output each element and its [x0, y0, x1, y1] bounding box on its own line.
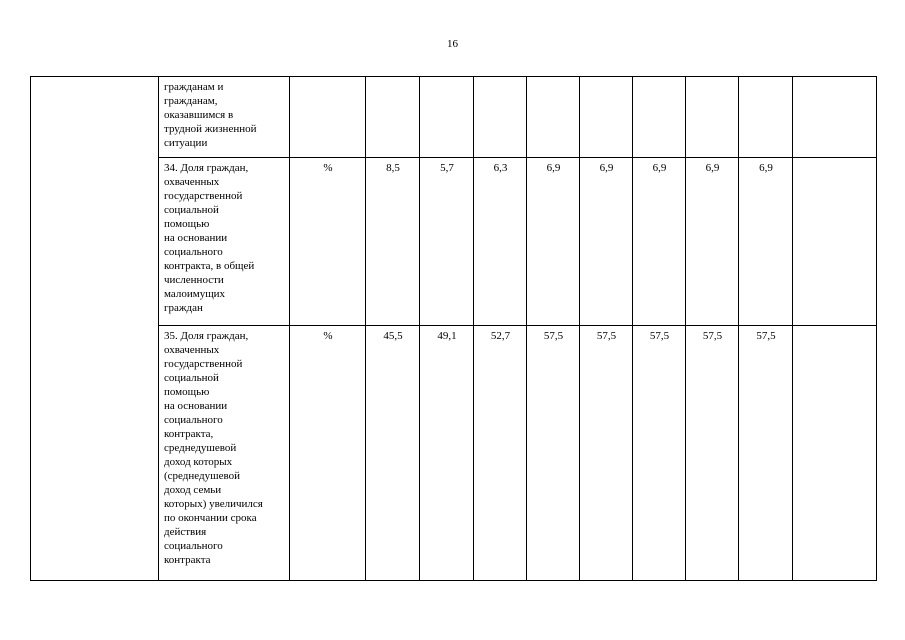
value-cell: 57,5: [739, 326, 793, 581]
indicator-name-line: 35. Доля граждан,: [164, 330, 249, 342]
indicator-name-line: малоимущих: [164, 288, 226, 300]
value-cell: 6,9: [739, 158, 793, 326]
indicator-name-line: социального: [164, 246, 223, 258]
indicator-name-line: государственной: [164, 190, 243, 202]
indicator-name-line: численности: [164, 274, 224, 286]
value-cell: [686, 77, 739, 158]
table-body: [31, 77, 877, 581]
value-cell: 49,1: [420, 326, 474, 581]
value-cell: 6,9: [633, 158, 686, 326]
note-cell: [793, 77, 877, 158]
value-cell: 57,5: [580, 326, 633, 581]
indicator-name-line: доход которых: [164, 456, 233, 468]
indicator-name-line: социальной: [164, 372, 219, 384]
indicator-name-line: доход семьи: [164, 484, 222, 496]
value-cell: [580, 77, 633, 158]
indicator-name-line: гражданам и: [164, 81, 224, 93]
value-cell: [366, 77, 420, 158]
indicator-name-line: (среднедушевой: [164, 470, 240, 482]
indicator-name-line: которых) увеличился: [164, 498, 263, 510]
value-cell: 6,9: [686, 158, 739, 326]
indicator-name-cell: [159, 158, 290, 326]
indicator-name-line: ситуации: [164, 137, 208, 149]
indicator-name-line: социального: [164, 540, 223, 552]
value-cell: [739, 77, 793, 158]
value-cell: [474, 77, 527, 158]
indicator-name-line: государственной: [164, 358, 243, 370]
value-cell: 8,5: [366, 158, 420, 326]
indicator-name-line: гражданам,: [164, 95, 218, 107]
value-cell: 52,7: [474, 326, 527, 581]
indicators-table: [30, 76, 877, 581]
indicator-name-line: среднедушевой: [164, 442, 237, 454]
indicator-name-line: контракта, в общей: [164, 260, 255, 272]
value-cell: [633, 77, 686, 158]
indicator-name-line: по окончании срока: [164, 512, 257, 524]
note-cell: [793, 326, 877, 581]
indicator-name-line: социального: [164, 414, 223, 426]
unit-cell: %: [290, 326, 366, 581]
value-cell: 6,9: [580, 158, 633, 326]
indicator-name-line: на основании: [164, 400, 228, 412]
indicator-name-line: действия: [164, 526, 207, 538]
indicator-name-line: контракта: [164, 554, 211, 566]
value-cell: 57,5: [633, 326, 686, 581]
indicator-name-cell: [159, 77, 290, 158]
indicator-name-line: контракта,: [164, 428, 214, 440]
indicator-name-line: помощью: [164, 386, 210, 398]
value-cell: 6,9: [527, 158, 580, 326]
indicator-name-line: охваченных: [164, 176, 220, 188]
indicator-name-line: социальной: [164, 204, 219, 216]
value-cell: [420, 77, 474, 158]
indicator-name-line: на основании: [164, 232, 228, 244]
value-cell: 6,3: [474, 158, 527, 326]
indicator-name-line: помощью: [164, 218, 210, 230]
indicator-name-line: оказавшимся в: [164, 109, 234, 121]
value-cell: 5,7: [420, 158, 474, 326]
value-cell: [527, 77, 580, 158]
unit-cell: %: [290, 158, 366, 326]
value-cell: 45,5: [366, 326, 420, 581]
indicator-name-cell: [159, 326, 290, 581]
table-row: [31, 77, 877, 158]
note-cell: [793, 158, 877, 326]
unit-cell: [290, 77, 366, 158]
indicator-name-line: граждан: [164, 302, 203, 314]
indicator-name-line: охваченных: [164, 344, 220, 356]
value-cell: 57,5: [527, 326, 580, 581]
value-cell: 57,5: [686, 326, 739, 581]
program-name-cell: [31, 77, 159, 581]
indicator-name-line: трудной жизненной: [164, 123, 257, 135]
indicator-name-line: 34. Доля граждан,: [164, 162, 249, 174]
page-number: 16: [447, 38, 458, 50]
